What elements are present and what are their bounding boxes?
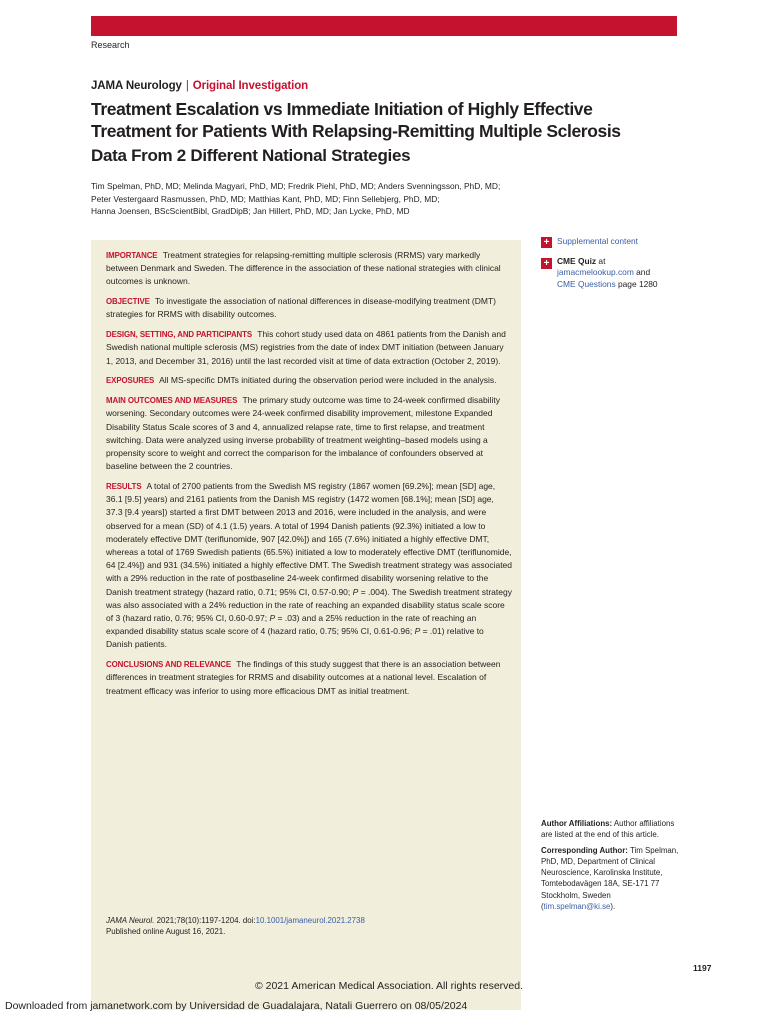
results-text-c: = .03) and a 25% reduction in the rate of reaching an expanded disability status scale score of 4 (hazard ratio, 0.75; 95% CI, 0.61-0.96; xyxy=(106,613,477,637)
importance-text: Treatment strategies for relapsing-remitting multiple sclerosis (RRMS) vary markedly between Denmark and Sweden. The difference in the association of these national strategies with clinical outcomes is unknown. xyxy=(106,250,501,287)
cme-page: page 1280 xyxy=(615,278,658,289)
author-info xyxy=(541,818,681,916)
plus-icon[interactable]: + xyxy=(541,237,552,248)
published-date: Published online August 16, 2021. xyxy=(106,927,226,936)
authors-line-2: Peter Vestergaard Rasmussen, PhD, MD; Matthias Kant, PhD, MD; Finn Sellebjerg, PhD, MD; xyxy=(91,193,440,204)
title-line-2: Treatment for Patients With Relapsing-Remitting Multiple Sclerosis xyxy=(91,121,621,141)
plus-icon[interactable]: + xyxy=(541,258,552,269)
p-symbol: P xyxy=(269,613,276,624)
authors-line-1: Tim Spelman, PhD, MD; Melinda Magyari, PhD, MD; Fredrik Piehl, PhD, MD; Anders Svenningsson, PhD, MD; xyxy=(91,181,501,191)
cme-at: at xyxy=(596,256,606,266)
p-symbol: P xyxy=(352,586,359,597)
copyright-notice: © 2021 American Medical Association. All rights reserved. xyxy=(254,980,524,992)
abstract-design xyxy=(106,328,512,368)
p-symbol: P xyxy=(414,626,421,637)
exposures-text: All MS-specific DMTs initiated during the observation period were included in the analysis. xyxy=(159,375,497,386)
email-open: ( xyxy=(541,902,544,912)
abstract-exposures xyxy=(106,374,512,387)
cme-questions-link[interactable]: CME Questions xyxy=(557,278,616,289)
affiliations-text: Author affiliations are listed at the end of this article. xyxy=(541,819,675,840)
corresponding-text: Tim Spelman, PhD, MD, Department of Clinical Neuroscience, Karolinska Institute, Tomtebodavägen 18A, SE-171 77 Stockholm, Sweden xyxy=(541,845,679,900)
importance-heading: IMPORTANCE xyxy=(106,251,158,260)
design-heading: DESIGN, SETTING, AND PARTICIPANTS xyxy=(106,330,253,340)
corresponding-author xyxy=(541,845,681,913)
results-text-d: = .01) relative to Danish patients. xyxy=(106,626,484,650)
section-label: Research xyxy=(91,40,130,50)
objective-heading: OBJECTIVE xyxy=(106,297,150,307)
citation xyxy=(106,915,506,937)
design-text: This cohort study used data on 4861 patients from the Danish and Swedish national multiple sclerosis (MS) registries from the date of index DMT initiation (between January 1, 2013, and December 31, 2016) until the last recorded visit at time of data extraction (October 2, 2019). xyxy=(106,329,506,366)
email-close: ). xyxy=(610,902,616,912)
abstract-outcomes xyxy=(106,394,512,473)
download-stamp: Downloaded from jamanetwork.com by Universidad de Guadalajara, Natali Guerrero on 08/05/2024 xyxy=(5,1000,468,1012)
results-text-b: = .004). The Swedish treatment strategy was also associated with a 24% reduction in the rate of reaching an expanded disability status scale score of 3 (hazard ratio, 0.76; 95% CI, 0.60-0.97; xyxy=(106,586,512,624)
citation-ref: 2021;78(10):1197-1204. doi: xyxy=(154,916,256,925)
corresponding-heading: Corresponding Author: xyxy=(541,845,628,855)
email-link[interactable]: tim.spelman@ki.se xyxy=(543,902,611,912)
outcomes-heading: MAIN OUTCOMES AND MEASURES xyxy=(106,396,238,406)
journal-line xyxy=(91,80,308,92)
cme-quiz-label: CME Quiz xyxy=(557,256,597,266)
supplemental-content-link[interactable] xyxy=(557,236,638,247)
authors-line-3: Hanna Joensen, BScScientBibl, GradDipB; Jan Hillert, PhD, MD; Jan Lycke, PhD, MD xyxy=(91,206,410,217)
abstract-importance xyxy=(106,249,512,289)
cme-quiz-block xyxy=(557,256,687,290)
doi-link[interactable]: 10.1001/jamaneurol.2021.2738 xyxy=(255,916,365,925)
header-color-bar xyxy=(91,16,677,36)
supplemental-content-label[interactable]: Supplemental content xyxy=(557,236,639,246)
results-heading: RESULTS xyxy=(106,482,142,492)
objective-text: To investigate the association of national differences in disease-modifying treatment (DMT) strategies for RRMS with disability outcomes. xyxy=(106,296,497,320)
conclusions-text: The findings of this study suggest that there is an association between differences in treatment strategies for RRMS and disability outcomes at a national level. Escalation of treatment efficacy was inferior to using more efficacious DMT as initial treatment. xyxy=(106,659,501,696)
exposures-heading: EXPOSURES xyxy=(106,376,155,386)
abstract-conclusions xyxy=(106,658,512,698)
title-line-1: Treatment Escalation vs Immediate Initiation of Highly Effective xyxy=(91,99,593,119)
cme-site-link[interactable]: jamacmelookup.com xyxy=(557,267,634,278)
journal-abbrev: JAMA Neurol. xyxy=(106,916,155,925)
cme-and: and xyxy=(633,267,651,278)
abstract-results xyxy=(106,480,512,652)
journal-name: JAMA Neurology xyxy=(91,80,182,92)
outcomes-text: The primary study outcome was time to 24-week confirmed disability worsening. Secondary outcomes were 24-week confirmed disability improvement, milestone Expanded Disability Status Scale scores of 3 and 4, annualized relapse rate, time to first relapse, and treatment switching. Data were analyzed using inverse probability of treatment weighting–based models using a propensity score to weight and correct the comparison for the imbalance of confounders observed at baseline between the 2 countries. xyxy=(106,395,500,472)
author-list xyxy=(91,180,521,218)
article-title xyxy=(91,98,691,142)
author-affiliations xyxy=(541,818,681,841)
article-subtitle: Data From 2 Different National Strategies xyxy=(91,146,411,165)
affiliations-heading: Author Affiliations: xyxy=(541,819,613,828)
results-text-a: A total of 2700 patients from the Swedish MS registry (1867 women [69.2%]; mean [SD] age, 36.1 [9.5] years) and 2161 patients from the Danish MS registry (1472 women [68.1%]; mean [SD] age, 37.3 [9.4 years]) started a first DMT between 2013 and 2016, were included in the analysis, and were observed for a mean (SD) of 4.1 (1.5) years. A total of 1994 Danish patients (92.3%) initiated a low to moderately effective DMT (teriflunomide, 907 [42.0%]) and 165 (7.6%) initiated a highly effective DMT, whereas a total of 1769 Swedish patients (65.5%) initiated a low to moderately effective DMT (teriflunomide, 64 [2.4%]) and 931 (34.5%) initiated a highly effective DMT. The Swedish treatment strategy was associated with a 29% reduction in the rate of postbaseline 24-week confirmed disability worsening relative to the Danish treatment strategy (hazard ratio, 0.71; 95% CI, 0.57-0.90; xyxy=(106,481,513,597)
article-type: Original Investigation xyxy=(192,80,309,92)
journal-separator: | xyxy=(185,80,189,92)
abstract xyxy=(106,249,512,704)
conclusions-heading: CONCLUSIONS AND RELEVANCE xyxy=(106,660,232,670)
abstract-objective xyxy=(106,295,512,321)
page-number: 1197 xyxy=(693,963,712,973)
